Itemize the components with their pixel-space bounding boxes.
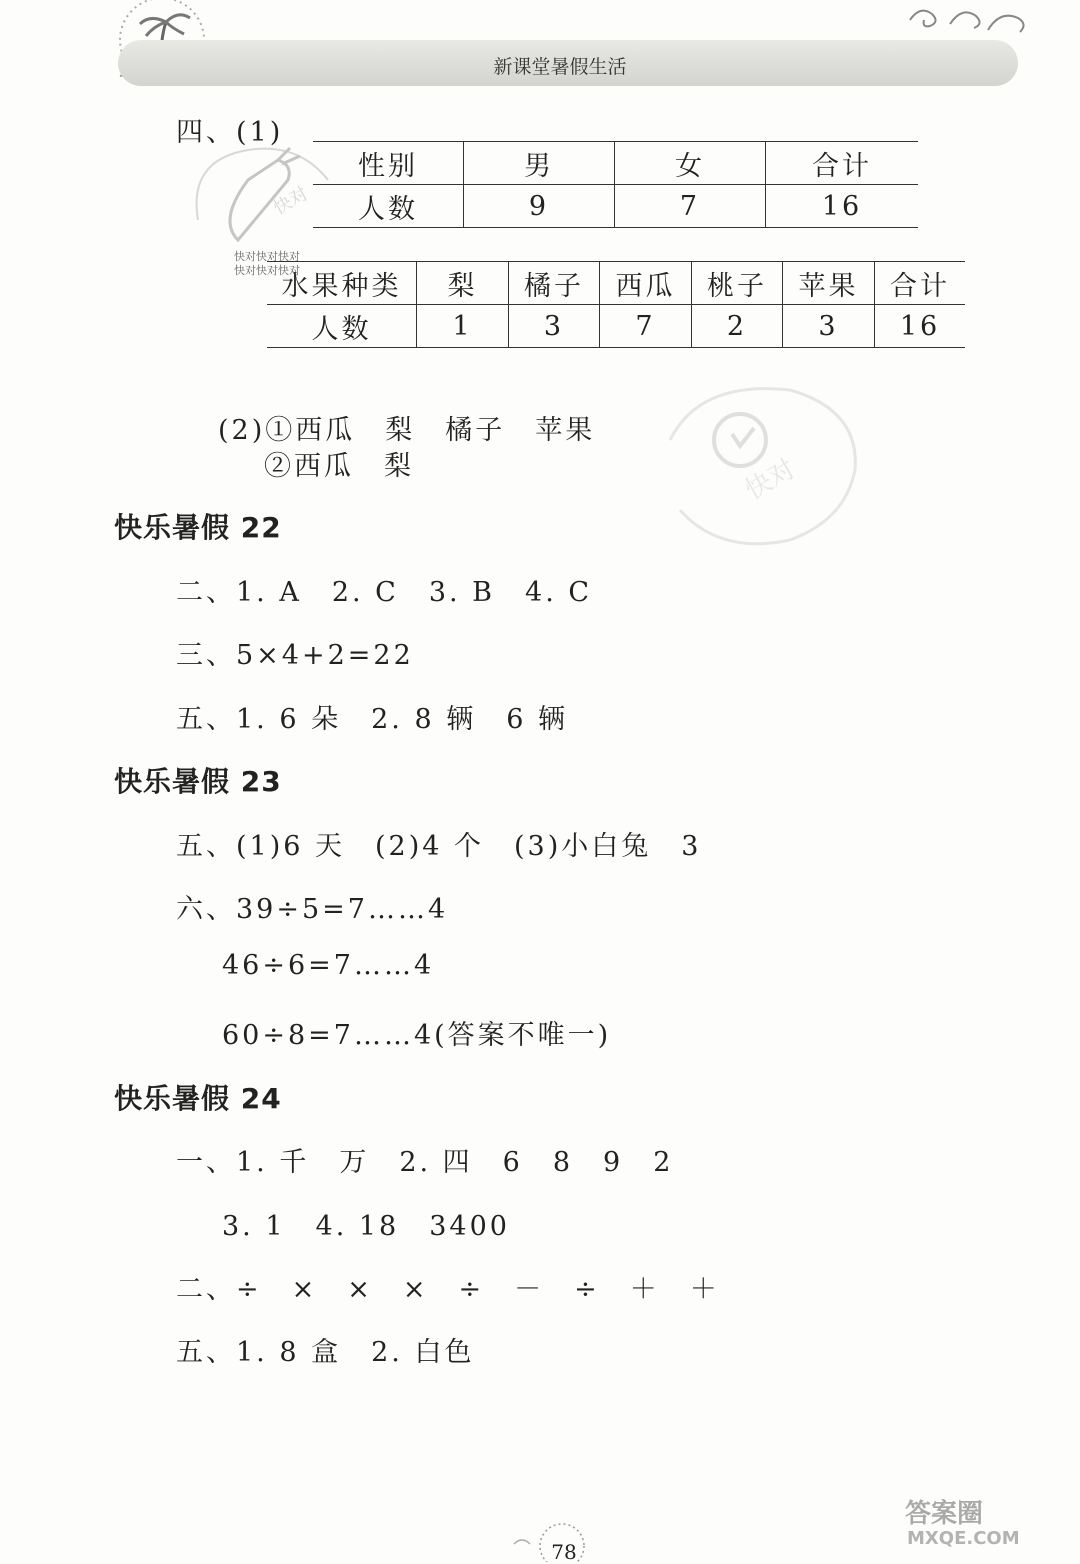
table-cell: 西瓜 (600, 262, 692, 305)
watermark-text-1: 快对快对快对 (234, 250, 300, 263)
table-cell: 水果种类 (267, 262, 417, 305)
table-cell: 性别 (313, 142, 464, 185)
table-row (267, 305, 965, 348)
site-logo-watermark (895, 1498, 1070, 1548)
swirl-decoration-icon (900, 0, 1040, 42)
answer-line: ②西瓜 梨 (264, 451, 414, 482)
checkmark-watermark-icon (640, 370, 880, 560)
site-logo-text: MXQE.COM (907, 1528, 1020, 1548)
table-cell: 合计 (766, 142, 919, 185)
header-title: 新课堂暑假生活 (493, 56, 627, 78)
answer-line: 三、5×4+2=22 (176, 640, 414, 671)
table-cell: 1 (417, 305, 509, 348)
table-cell: 男 (464, 142, 615, 185)
answer-line: 一、1. 千 万 2. 四 6 8 9 2 (176, 1147, 674, 1178)
gender-table (313, 141, 918, 228)
watermark-text-2: 快对快对快对 (234, 264, 300, 277)
table-cell: 7 (600, 305, 692, 348)
table-cell: 女 (615, 142, 766, 185)
page-number: 78 (551, 1540, 577, 1564)
watermark-logo-text-2: 快对 (740, 454, 801, 507)
table-row (267, 262, 965, 305)
answer-line: (2)①西瓜 梨 橘子 苹果 (218, 415, 596, 446)
table-cell: 16 (875, 305, 966, 348)
table-cell: 橘子 (509, 262, 600, 305)
answer-line: 二、1. A 2. C 3. B 4. C (176, 577, 593, 608)
table-cell: 2 (692, 305, 783, 348)
fruit-table (267, 261, 965, 348)
table-cell: 16 (766, 185, 919, 228)
table-cell: 合计 (875, 262, 966, 305)
table-row (313, 185, 918, 228)
part4-label: 四、(1) (176, 117, 284, 148)
table-cell: 9 (464, 185, 615, 228)
section-title: 快乐暑假 23 (114, 765, 282, 798)
answer-line: 3. 1 4. 18 3400 (222, 1211, 510, 1242)
site-logo-cn: 答案圈 (905, 1499, 984, 1529)
answer-line: 46÷6=7……4 (222, 950, 435, 981)
table-row (313, 142, 918, 185)
table-cell: 梨 (417, 262, 509, 305)
table-cell: 苹果 (783, 262, 875, 305)
table-cell: 7 (615, 185, 766, 228)
table-cell: 3 (509, 305, 600, 348)
table-cell: 桃子 (692, 262, 783, 305)
table-cell: 3 (783, 305, 875, 348)
answer-line: 二、÷ × × × ÷ － ÷ ＋ ＋ (176, 1274, 720, 1305)
answer-line: 六、39÷5=7……4 (176, 894, 449, 925)
section-title: 快乐暑假 24 (114, 1082, 282, 1115)
answer-line: 五、1. 8 盒 2. 白色 (176, 1337, 475, 1368)
answer-line: 五、1. 6 朵 2. 8 辆 6 辆 (176, 704, 568, 735)
answer-line: 60÷8=7……4(答案不唯一) (222, 1020, 612, 1051)
answer-line: 五、(1)6 天 (2)4 个 (3)小白兔 3 (176, 831, 702, 862)
watermark-logo-text: 快对 (270, 183, 312, 220)
section-title: 快乐暑假 22 (114, 511, 282, 544)
table-cell: 人数 (267, 305, 417, 348)
table-cell: 人数 (313, 185, 464, 228)
